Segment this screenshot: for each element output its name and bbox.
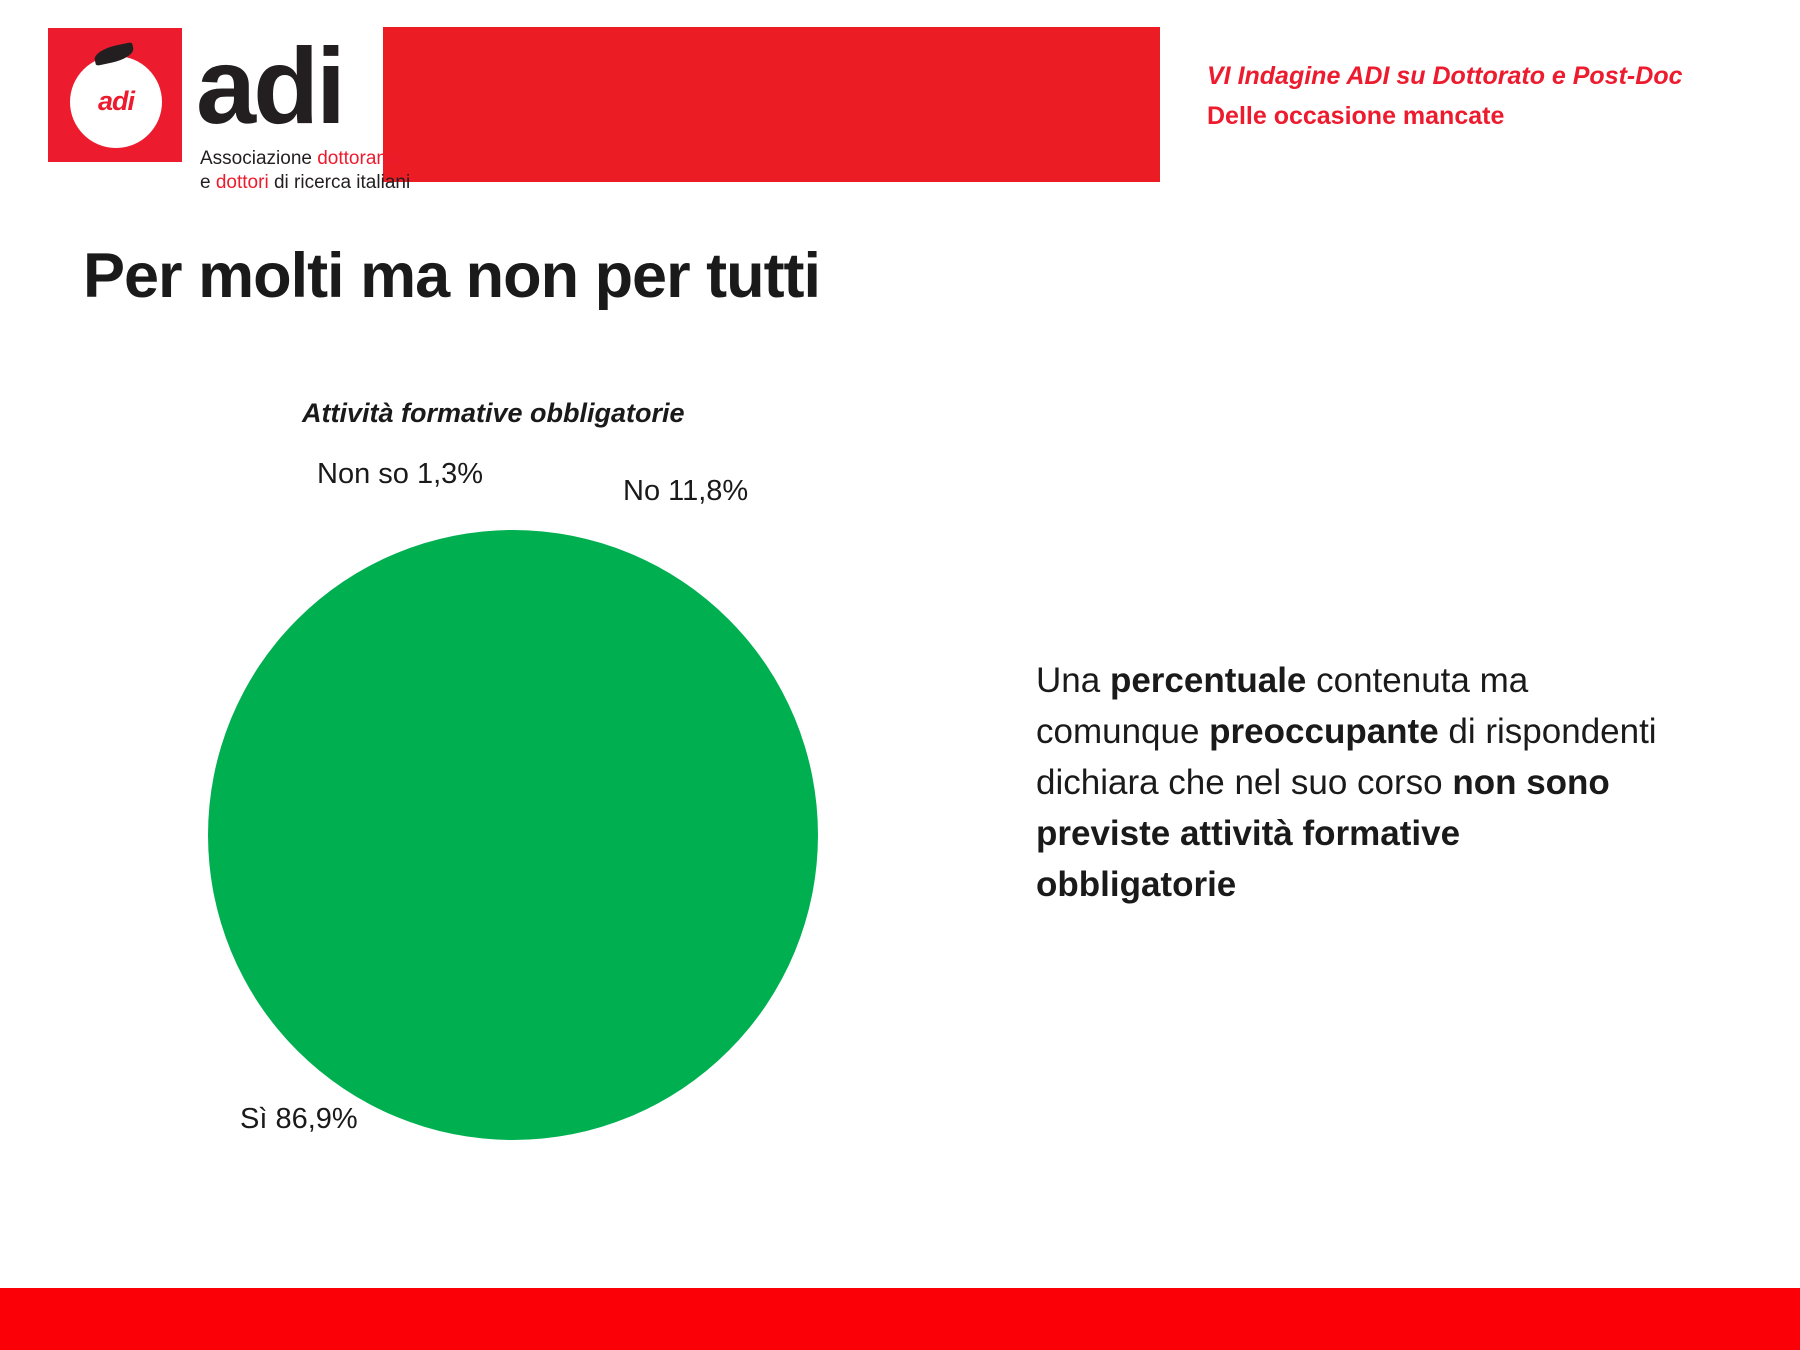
pie-figure	[208, 530, 818, 1140]
commentary-bold-2: preoccupante	[1209, 712, 1439, 751]
pie-label-non-so: Non so 1,3%	[317, 458, 484, 490]
pie-slices	[208, 530, 818, 1140]
logo-apple-text: adi	[97, 86, 134, 116]
commentary-bold-3: non sono previste attività formative obbligatorie	[1036, 763, 1610, 904]
pie-label-si: Sì 86,9%	[240, 1103, 358, 1135]
logo-subtitle-2-prefix: e	[200, 172, 216, 193]
pie-label-no: No 11,8%	[623, 475, 749, 507]
commentary-part-3: di rispondenti dichiara che nel suo corso	[1036, 712, 1657, 802]
logo-subtitle-2-accent: dottori	[215, 172, 269, 193]
survey-title: VI Indagine ADI su Dottorato e Post-Doc	[1207, 62, 1683, 90]
logo-red-square	[48, 28, 182, 162]
commentary-bold-1: percentuale	[1109, 661, 1307, 700]
logo-subtitle-line-2	[200, 172, 410, 194]
adi-logo	[44, 22, 411, 193]
logo-subtitle-1-plain: Associazione	[200, 148, 318, 169]
footer-red-band	[0, 1288, 1800, 1350]
header-red-band	[383, 27, 1160, 182]
logo-subtitle-line-1	[200, 148, 402, 170]
logo-subtitle-2-plain: di ricerca italiani	[268, 172, 411, 193]
logo-apple-shape	[70, 56, 162, 148]
commentary-text	[1036, 655, 1666, 910]
pie-chart-block	[200, 380, 920, 1200]
commentary-part-2: contenuta ma comunque	[1036, 661, 1529, 751]
chart-title: Attività formative obbligatorie	[302, 398, 685, 428]
commentary-part-1: Una	[1036, 661, 1110, 700]
survey-subtitle: Delle occasione mancate	[1207, 102, 1505, 130]
page-title: Per molti ma non per tutti	[83, 241, 821, 311]
logo-wordmark: adi	[196, 25, 344, 146]
logo-subtitle-1-accent: dottorandi	[317, 148, 402, 169]
